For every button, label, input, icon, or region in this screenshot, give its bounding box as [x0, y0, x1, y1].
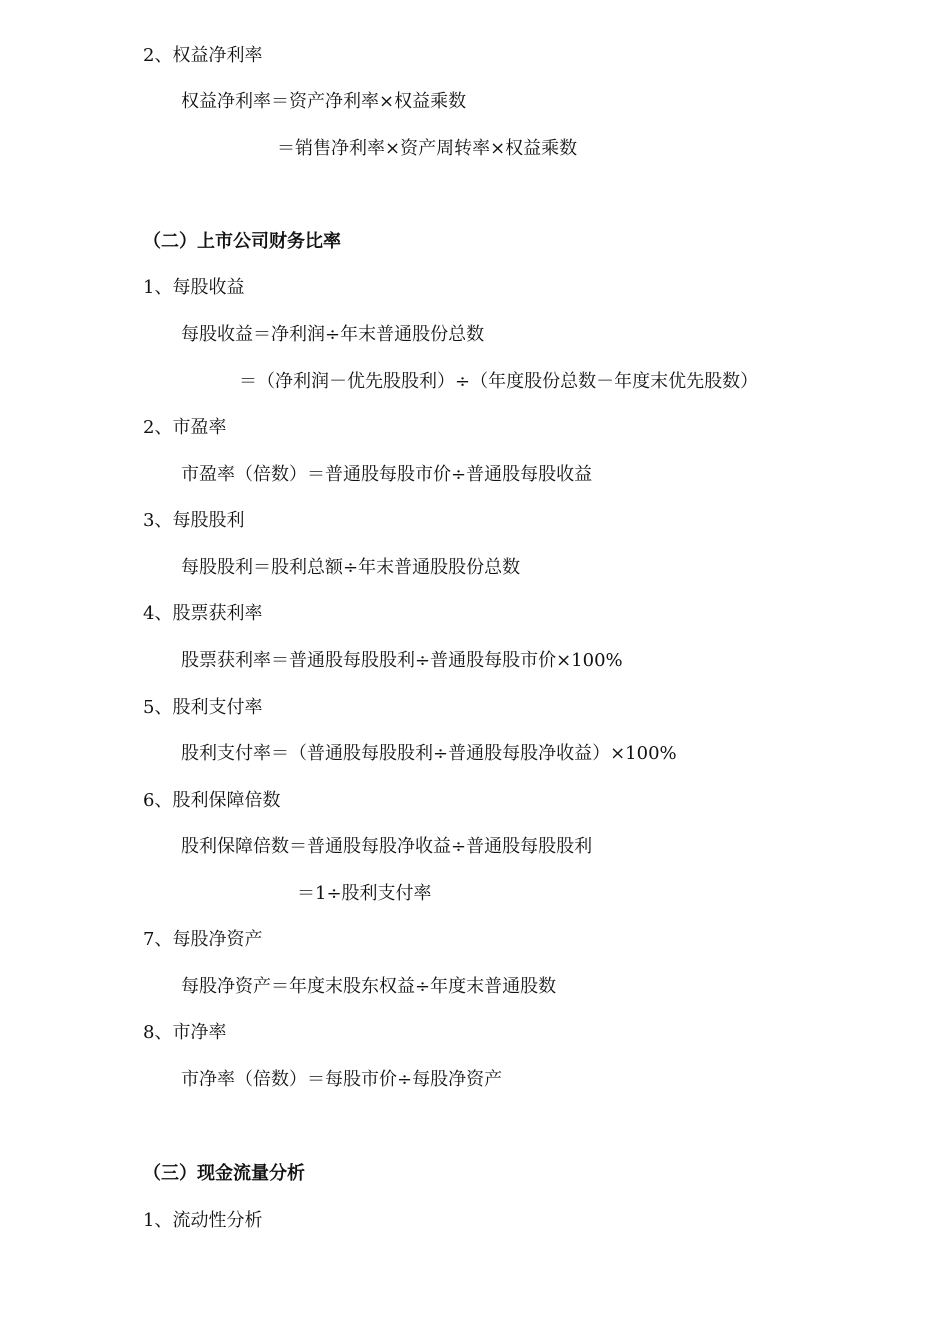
formula-dividend-yield: 股票获利率＝普通股每股股利÷普通股每股市价×100% [181, 650, 623, 671]
formula-eps-1: 每股收益＝净利润÷年末普通股份总数 [181, 324, 485, 345]
item-title-dividend-coverage: 6、股利保障倍数 [143, 790, 281, 811]
formula-dps: 每股股利＝股利总额÷年末普通股股份总数 [181, 557, 521, 578]
formula-pb-ratio: 市净率（倍数）＝每股市价÷每股净资产 [181, 1069, 503, 1090]
item-title-eps: 1、每股收益 [143, 277, 245, 298]
formula-equity-return-1: 权益净利率＝资产净利率×权益乘数 [181, 91, 467, 112]
item-title-dps: 3、每股股利 [143, 510, 245, 531]
item-title-liquidity-analysis: 1、流动性分析 [143, 1210, 263, 1231]
formula-equity-return-2: ＝销售净利率×资产周转率×权益乘数 [277, 138, 578, 159]
item-title-payout-ratio: 5、股利支付率 [143, 697, 263, 718]
item-title-dividend-yield: 4、股票获利率 [143, 603, 263, 624]
formula-pe-ratio: 市盈率（倍数）＝普通股每股市价÷普通股每股收益 [181, 464, 593, 485]
item-title-bvps: 7、每股净资产 [143, 929, 263, 950]
formula-eps-2: ＝（净利润－优先股股利）÷（年度股份总数－年度末优先股数） [239, 371, 759, 392]
formula-payout-ratio: 股利支付率＝（普通股每股股利÷普通股每股净收益）×100% [181, 743, 677, 764]
section-heading-cash-flow-analysis: （三）现金流量分析 [143, 1163, 305, 1184]
item-title-equity-return: 2、权益净利率 [143, 45, 263, 66]
formula-bvps: 每股净资产＝年度末股东权益÷年度末普通股数 [181, 976, 557, 997]
item-title-pe-ratio: 2、市盈率 [143, 417, 227, 438]
formula-dividend-coverage-1: 股利保障倍数＝普通股每股净收益÷普通股每股股利 [181, 836, 593, 857]
item-title-pb-ratio: 8、市净率 [143, 1022, 227, 1043]
formula-dividend-coverage-2: ＝1÷股利支付率 [297, 883, 432, 904]
section-heading-listed-company-ratios: （二）上市公司财务比率 [143, 231, 341, 252]
